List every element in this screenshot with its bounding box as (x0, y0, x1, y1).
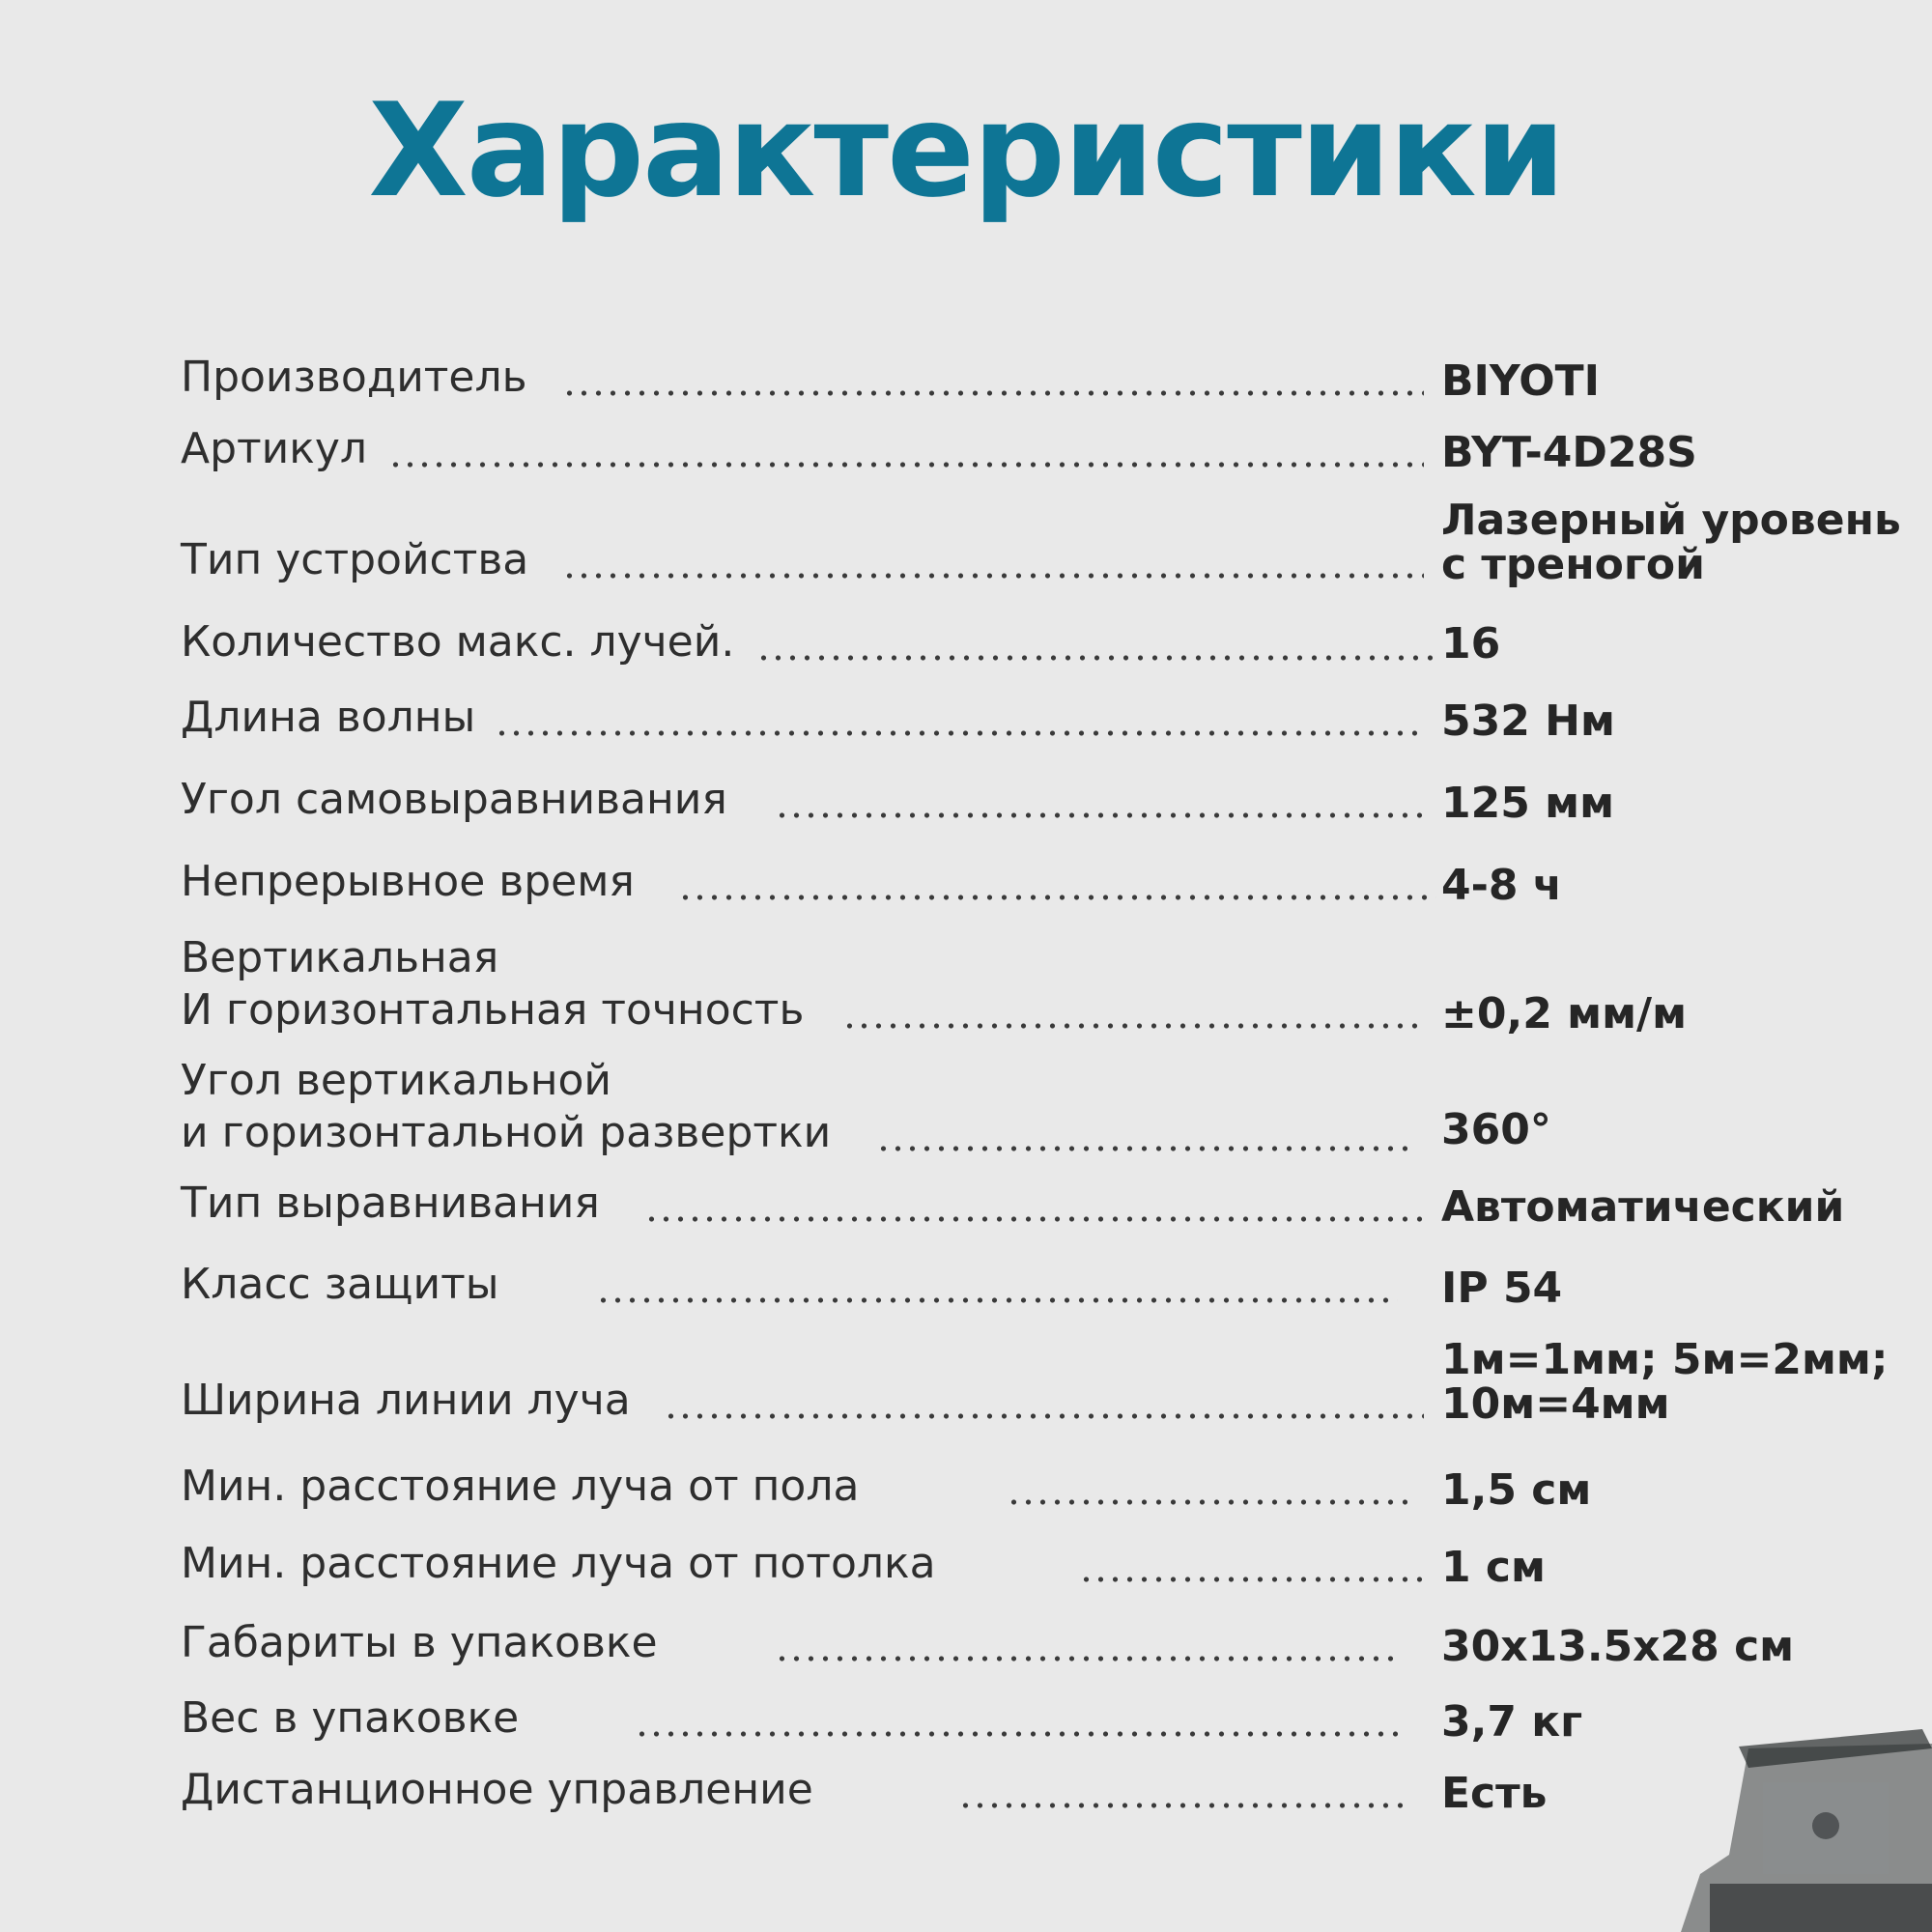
spec-value-line: 1,5 см (1441, 1465, 1592, 1515)
spec-value-line: 1 см (1441, 1543, 1546, 1592)
spec-value-line: BYT-4D28S (1441, 428, 1697, 477)
laser-level-device-image (1642, 1690, 1932, 1932)
spec-label-line: и горизонтальной развертки (181, 1108, 832, 1157)
spec-value-line: 1м=1мм; 5м=2мм; (1441, 1335, 1889, 1384)
spec-label-line: Угол вертикальной (181, 1056, 611, 1105)
spec-label-line: Количество макс. лучей. (181, 617, 735, 667)
spec-label-line: Тип выравнивания (181, 1179, 600, 1228)
spec-value-line: 125 мм (1441, 779, 1615, 828)
spec-label-line: Вертикальная (181, 933, 499, 982)
spec-label-line: Вес в упаковке (181, 1693, 520, 1743)
spec-value-line: 4-8 ч (1441, 861, 1563, 910)
spec-label (181, 1764, 813, 1816)
spec-label-line: Длина волны (181, 693, 476, 742)
spec-value-line: IP 54 (1441, 1264, 1563, 1313)
spec-label-line: Ширина линии луча (181, 1376, 631, 1425)
spec-label-line: Артикул (181, 424, 367, 473)
spec-label-line: Дистанционное управление (181, 1765, 813, 1814)
spec-label-line: Непрерывное время (181, 857, 635, 906)
spec-label-line: И горизонтальная точность (181, 985, 805, 1035)
spec-value-line: Лазерный уровень (1441, 496, 1901, 545)
spec-value-line: Автоматический (1441, 1182, 1845, 1232)
spec-value-line: с треногой (1441, 540, 1705, 589)
spec-label-line: Класс защиты (181, 1260, 499, 1309)
spec-value-line: ±0,2 мм/м (1441, 989, 1688, 1038)
spec-value (1441, 1769, 1548, 1818)
spec-row (181, 0, 1898, 1816)
spec-value-line: Есть (1441, 1769, 1548, 1818)
page-title: Характеристики (368, 75, 1564, 226)
spec-label-line: Производитель (181, 353, 527, 402)
spec-label-line: Мин. расстояние луча от пола (181, 1462, 860, 1511)
spec-value-line: 30x13.5x28 см (1441, 1622, 1795, 1671)
spec-label-line: Тип устройства (181, 535, 529, 584)
spec-value-line: 3,7 кг (1441, 1697, 1583, 1747)
spec-label-line: Мин. расстояние луча от потолка (181, 1539, 936, 1588)
spec-value-line: 10м=4мм (1441, 1379, 1670, 1429)
spec-value-line: 532 Нм (1441, 696, 1615, 746)
spec-value-line: BIYOTI (1441, 356, 1600, 406)
spec-label-line: Угол самовыравнивания (181, 775, 727, 824)
dot-leader (958, 1803, 1407, 1808)
spec-value-line: 16 (1441, 619, 1501, 668)
spec-value-line: 360° (1441, 1105, 1551, 1154)
spec-label-line: Габариты в упаковке (181, 1618, 658, 1667)
